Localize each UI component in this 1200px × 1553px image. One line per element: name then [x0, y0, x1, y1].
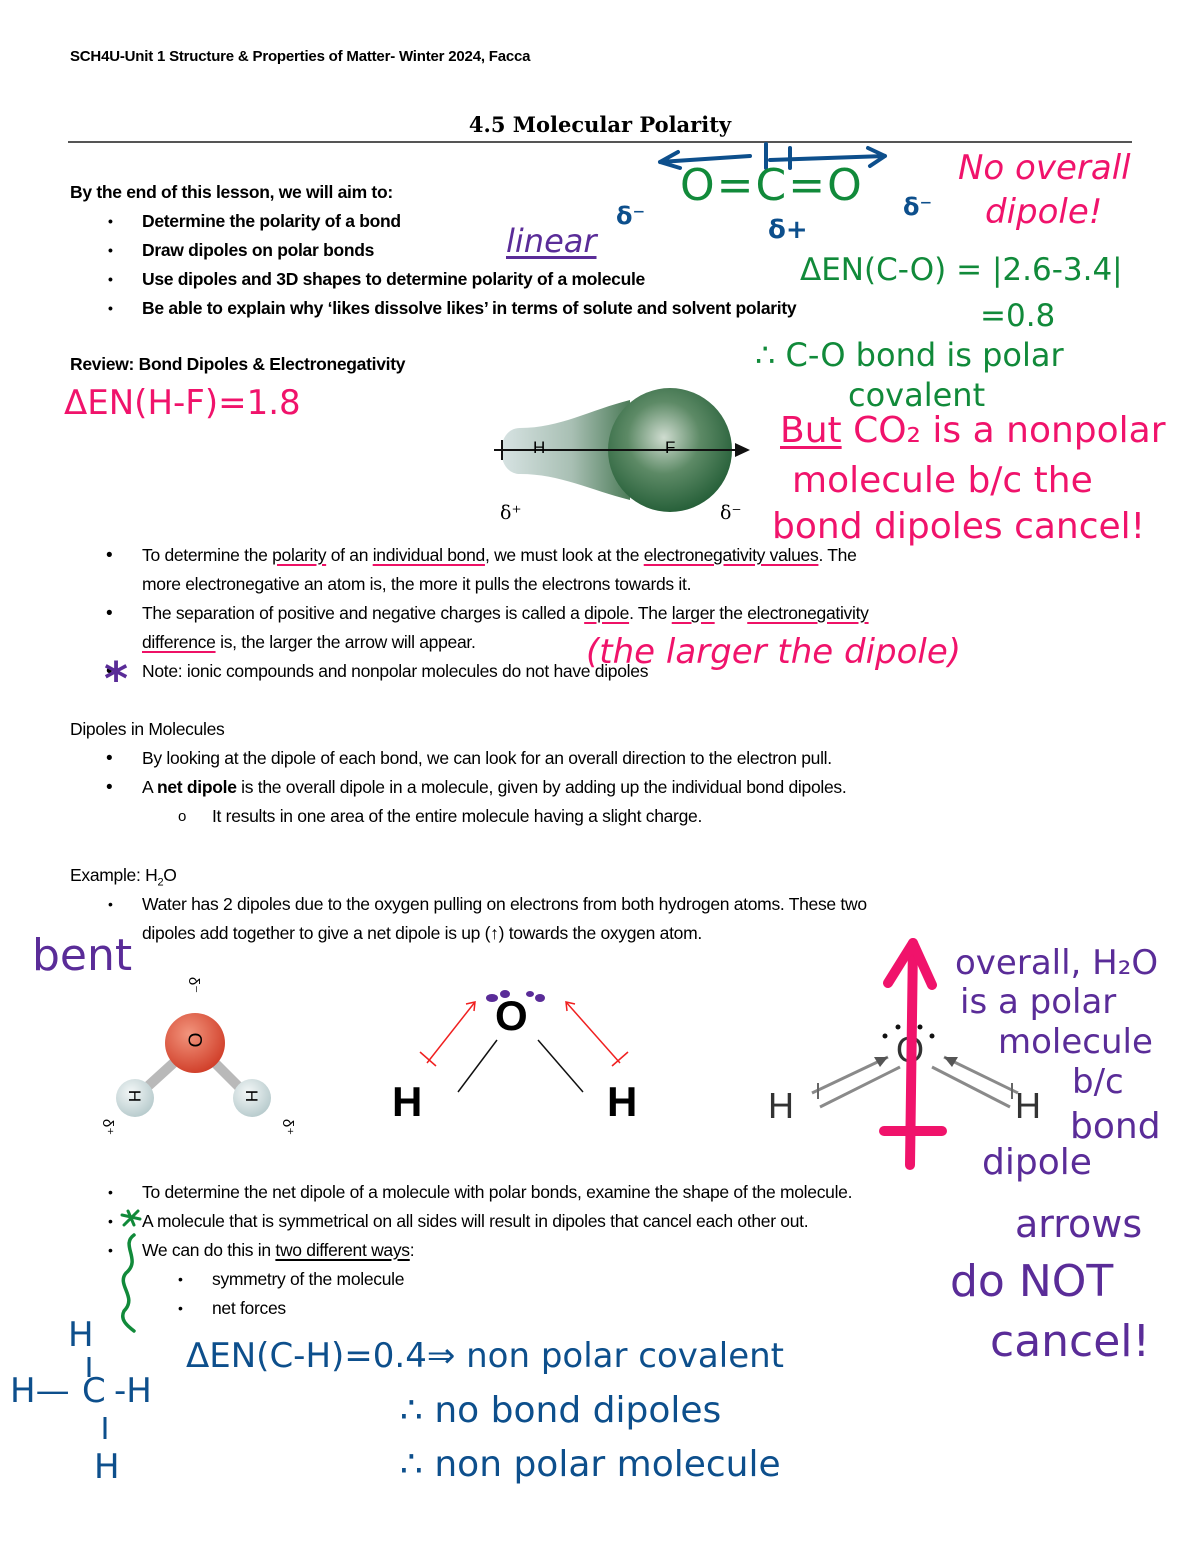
ch4-h-left: H—: [10, 1371, 70, 1411]
ch4-h-top: H: [68, 1315, 94, 1355]
co2-formula: O=C=O: [680, 160, 864, 211]
co-polar-annotation: ∴ C-O bond is polar: [755, 336, 1064, 374]
dipole-annotation: dipole!: [985, 192, 1103, 232]
page-title: 4.5 Molecular Polarity: [468, 112, 732, 137]
example-heading: Example: $H_2O$: [70, 865, 177, 889]
dipoles-heading: Dipoles in Molecules: [70, 719, 225, 739]
goals-intro: By the end of this lesson, we will aim to:: [70, 182, 393, 202]
delta-plus-right-label: δ⁺: [279, 1118, 297, 1136]
ch4-c-center: C: [82, 1371, 106, 1411]
dipoles-sub-bullets: [70, 802, 702, 831]
hf-dipole-diagram: [480, 390, 760, 530]
delta-en-hf-annotation: ΔEN(H-F)=1.8: [64, 383, 301, 423]
linear-annotation: linear: [506, 222, 597, 260]
atom-o-label: O: [896, 1029, 925, 1070]
ch4-h-bottom: H: [94, 1447, 120, 1487]
h2o-3d-model: [90, 968, 320, 1148]
goal-item: • Be able to explain why ‘likes dissolve likes’ in terms of solute and solvent polarity: [70, 294, 796, 323]
course-header: SCH4U-Unit 1 Structure & Properties of Matter- Winter 2024, Facca: [70, 48, 531, 65]
delta-en-co-result: =0.8: [980, 298, 1056, 334]
h2o-polar-annotation-6: dipole: [982, 1142, 1092, 1183]
co2-delta-center: δ+: [768, 215, 808, 245]
hf-electron-cloud-icon: [480, 390, 760, 530]
delta-plus-left-label: δ⁺: [99, 1118, 117, 1136]
co2-delta-left: δ⁻: [616, 202, 646, 230]
net-dipole-bullet: • We can do this in two different ways:: [70, 1236, 852, 1265]
star-note-icon: *: [104, 652, 129, 706]
h2o-polar-annotation-3: molecule: [998, 1022, 1153, 1062]
delta-en-co-annotation: ΔEN(C-O) = |2.6-3.4|: [800, 252, 1123, 288]
h2o-lewis-diagram: [380, 980, 670, 1130]
atom-h-label: H: [533, 438, 546, 457]
dipoles-bullets: [70, 744, 846, 802]
review-heading: Review: Bond Dipoles & Electronegativity: [70, 354, 406, 374]
ch4-h-right: -H: [114, 1371, 152, 1411]
goal-item: • Draw dipoles on polar bonds: [70, 236, 796, 265]
cancel-annotation: cancel!: [990, 1316, 1151, 1367]
goal-item: • Determine the polarity of a bond: [70, 207, 796, 236]
molecule-bc-annotation: molecule b/c the: [792, 460, 1093, 501]
covalent-annotation: covalent: [848, 376, 986, 414]
review-bullet: • To determine the polarity of an individual bond, we must look at the electronegativity values. The more electronegative an atom is, the more it pulls the electrons towards it.: [70, 541, 869, 599]
net-dipole-arrow-icon: [880, 935, 940, 1175]
example-bullets: [70, 890, 867, 948]
ch4-bond-bottom-icon: [100, 1415, 110, 1445]
delta-minus-label: δ⁻: [720, 502, 742, 524]
review-bullet: • The separation of positive and negative charges is called a dipole. The larger the electronegativity difference is, the larger the arrow will appear.: [70, 599, 869, 657]
bent-annotation: bent: [32, 930, 133, 981]
atom-o-label: O: [495, 992, 528, 1039]
net-dipole-bullet: • To determine the net dipole of a molecule with polar bonds, examine the shape of the molecule.: [70, 1178, 852, 1207]
delta-plus-label: δ⁺: [500, 502, 522, 524]
atom-h-left-label: H: [392, 1078, 423, 1125]
h2o-polar-annotation-2: is a polar: [960, 982, 1117, 1022]
dipoles-bullet: • By looking at the dipole of each bond, we can look for an overall direction to the electron pull.: [70, 744, 846, 773]
atom-h-right-label: H: [242, 1089, 262, 1103]
example-bullet: • Water has 2 dipoles due to the oxygen pulling on electrons from both hydrogen atoms. These two dipoles add together to give a net dipole is up (↑) towards the oxygen atom.: [70, 890, 867, 948]
arrows-annotation: arrows: [1015, 1202, 1143, 1246]
h2o-polar-annotation-5: bond: [1070, 1106, 1161, 1147]
dipoles-sub-bullet: o It results in one area of the entire molecule having a slight charge.: [70, 802, 702, 831]
goals-list: [70, 207, 796, 323]
atom-h-right-label: H: [607, 1078, 638, 1125]
review-bullet: • Note: ionic compounds and nonpolar molecules do not have dipoles: [70, 657, 869, 686]
goal-item: • Use dipoles and 3D shapes to determine polarity of a molecule: [70, 265, 796, 294]
but-co2-annotation: But CO₂ is a nonpolar: [780, 410, 1166, 451]
atom-h-left-label: H: [768, 1085, 794, 1126]
ch4-structure: [8, 1315, 188, 1505]
bond-dipoles-cancel-annotation: bond dipoles cancel!: [772, 506, 1146, 547]
h2o-polar-annotation-1: overall, H₂O: [955, 943, 1159, 983]
atom-f-label: F: [665, 438, 676, 457]
title-divider: [68, 141, 1132, 143]
no-bond-dipoles-annotation: ∴ no bond dipoles: [400, 1390, 722, 1431]
do-not-annotation: do NOT: [950, 1256, 1114, 1307]
atom-h-left-label: H: [125, 1089, 145, 1103]
net-dipole-bullet: • A molecule that is symmetrical on all sides will result in dipoles that cancel each other out.: [70, 1207, 852, 1236]
net-dipole-bullets: [70, 1178, 852, 1265]
larger-dipole-annotation: (the larger the dipole): [586, 632, 962, 672]
h2o-polar-annotation-4: b/c: [1072, 1062, 1124, 1102]
way-item: • net forces: [70, 1294, 404, 1323]
delta-en-ch-annotation: ΔEN(C-H)=0.4⇒ non polar covalent: [186, 1336, 784, 1376]
nonpolar-molecule-annotation: ∴ non polar molecule: [400, 1444, 781, 1485]
way-item: • symmetry of the molecule: [70, 1265, 404, 1294]
no-overall-annotation: No overall: [958, 148, 1131, 188]
atom-h-right-label: H: [1015, 1085, 1041, 1126]
delta-minus-label: δ⁻: [185, 976, 203, 994]
dipoles-bullet: • A net dipole is the overall dipole in a molecule, given by adding up the individual bond dipoles.: [70, 773, 846, 802]
atom-o-label: O: [183, 1032, 205, 1048]
co2-delta-right: δ⁻: [903, 193, 933, 221]
